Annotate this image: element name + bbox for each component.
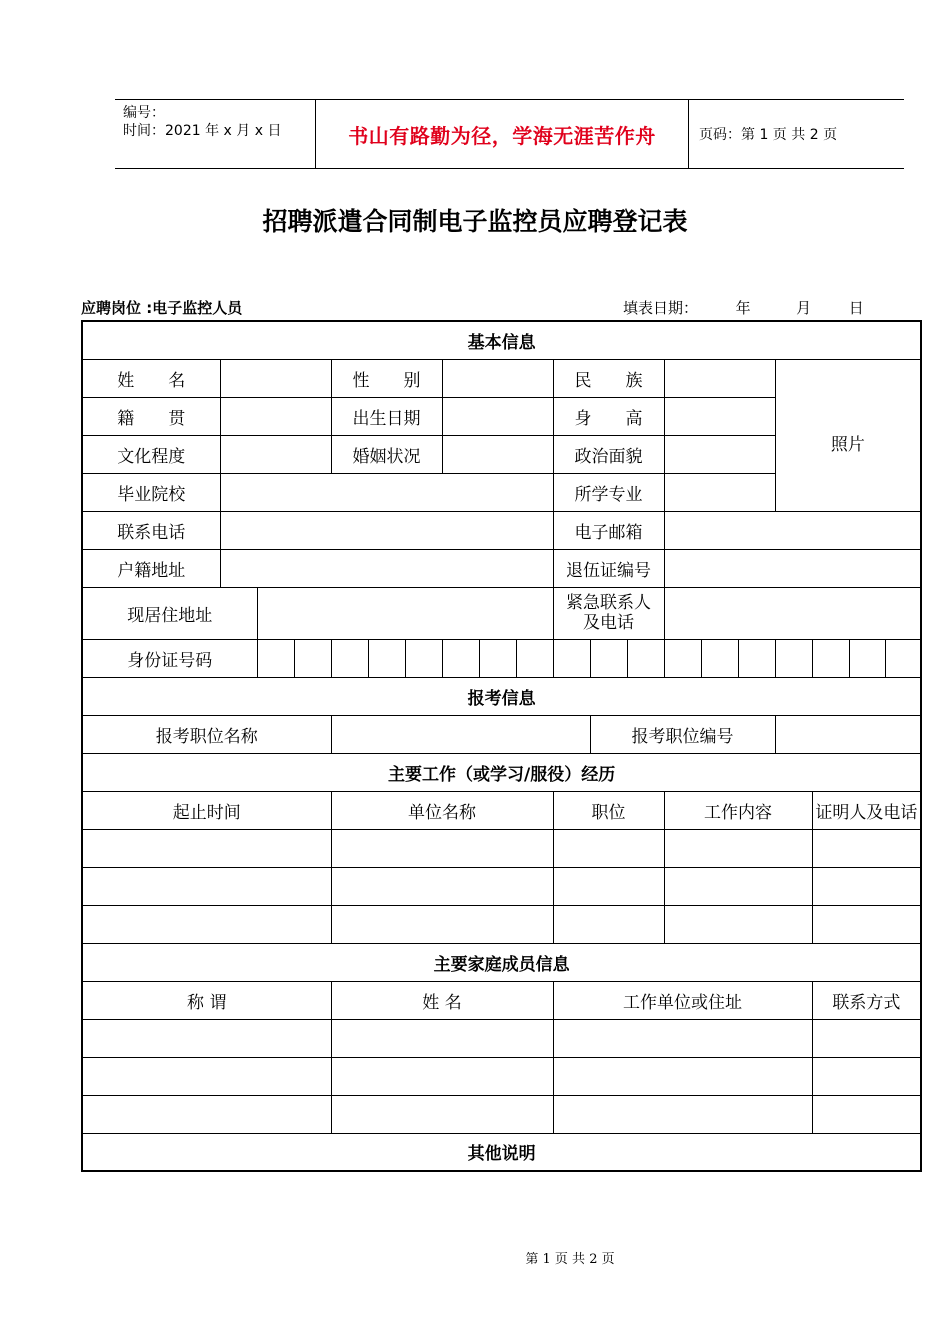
family-header-contact: 联系方式 bbox=[812, 981, 921, 1019]
work-header-employer: 单位名称 bbox=[331, 791, 553, 829]
work-cell[interactable] bbox=[664, 829, 812, 867]
work-header-duties: 工作内容 bbox=[664, 791, 812, 829]
field-birth-date[interactable] bbox=[442, 397, 553, 435]
page-footer: 第 1 页 共 2 页 bbox=[525, 1252, 615, 1267]
field-name[interactable] bbox=[220, 359, 331, 397]
id-digit-cell[interactable] bbox=[257, 639, 294, 677]
id-digit-cell[interactable] bbox=[885, 639, 921, 677]
work-cell[interactable] bbox=[82, 829, 331, 867]
section-apply-info: 报考信息 bbox=[82, 677, 921, 715]
family-cell[interactable] bbox=[553, 1057, 812, 1095]
id-digit-cell[interactable] bbox=[590, 639, 627, 677]
field-emergency-contact[interactable] bbox=[664, 587, 921, 639]
label-school: 毕业院校 bbox=[82, 473, 220, 511]
label-phone: 联系电话 bbox=[82, 511, 220, 549]
id-digit-cell[interactable] bbox=[294, 639, 331, 677]
field-native-place[interactable] bbox=[220, 397, 331, 435]
family-cell[interactable] bbox=[331, 1095, 553, 1133]
time-label: 时间：2021 年 x 月 x 日 bbox=[123, 123, 282, 139]
label-height: 身 高 bbox=[553, 397, 664, 435]
work-cell[interactable] bbox=[82, 867, 331, 905]
table-row bbox=[82, 1095, 921, 1133]
field-email[interactable] bbox=[664, 511, 921, 549]
family-header-workplace: 工作单位或住址 bbox=[553, 981, 812, 1019]
id-digit-cell[interactable] bbox=[627, 639, 664, 677]
work-cell[interactable] bbox=[331, 905, 553, 943]
family-cell[interactable] bbox=[82, 1019, 331, 1057]
table-row bbox=[82, 1057, 921, 1095]
label-native-place: 籍 贯 bbox=[82, 397, 220, 435]
field-address[interactable] bbox=[257, 587, 553, 639]
registration-form-table bbox=[81, 320, 922, 1172]
label-gender: 性 别 bbox=[331, 359, 442, 397]
label-major: 所学专业 bbox=[553, 473, 664, 511]
section-basic-info: 基本信息 bbox=[82, 321, 921, 359]
table-row bbox=[82, 829, 921, 867]
document-header bbox=[115, 99, 904, 169]
work-header-reference: 证明人及电话 bbox=[812, 791, 921, 829]
day-label: 日 bbox=[848, 299, 864, 317]
work-cell[interactable] bbox=[664, 867, 812, 905]
id-digit-cell[interactable] bbox=[849, 639, 885, 677]
field-job-code[interactable] bbox=[775, 715, 921, 753]
family-cell[interactable] bbox=[553, 1095, 812, 1133]
section-other-notes: 其他说明 bbox=[82, 1133, 921, 1171]
label-job-code: 报考职位编号 bbox=[590, 715, 775, 753]
number-label: 编号： bbox=[123, 105, 165, 121]
work-cell[interactable] bbox=[331, 829, 553, 867]
section-work-history: 主要工作（或学习/服役）经历 bbox=[82, 753, 921, 791]
work-cell[interactable] bbox=[553, 905, 664, 943]
id-digit-cell[interactable] bbox=[664, 639, 701, 677]
table-row bbox=[82, 1019, 921, 1057]
label-job-name: 报考职位名称 bbox=[82, 715, 331, 753]
family-cell[interactable] bbox=[82, 1057, 331, 1095]
id-digit-cell[interactable] bbox=[738, 639, 775, 677]
work-cell[interactable] bbox=[812, 829, 921, 867]
id-digit-cell[interactable] bbox=[516, 639, 553, 677]
family-cell[interactable] bbox=[812, 1019, 921, 1057]
label-marital: 婚姻状况 bbox=[331, 435, 442, 473]
label-education: 文化程度 bbox=[82, 435, 220, 473]
year-label: 年 bbox=[735, 299, 751, 317]
work-cell[interactable] bbox=[812, 867, 921, 905]
month-label: 月 bbox=[796, 299, 812, 317]
header-motto-cell bbox=[315, 100, 689, 168]
field-household[interactable] bbox=[220, 549, 553, 587]
id-digit-cell[interactable] bbox=[331, 639, 368, 677]
field-ethnicity[interactable] bbox=[664, 359, 775, 397]
family-cell[interactable] bbox=[553, 1019, 812, 1057]
work-cell[interactable] bbox=[553, 867, 664, 905]
field-major[interactable] bbox=[664, 473, 775, 511]
work-cell[interactable] bbox=[664, 905, 812, 943]
work-cell[interactable] bbox=[812, 905, 921, 943]
emergency-line1: 紧急联系人 bbox=[566, 593, 651, 613]
table-row bbox=[82, 867, 921, 905]
label-id-number: 身份证号码 bbox=[82, 639, 257, 677]
label-email: 电子邮箱 bbox=[553, 511, 664, 549]
page-info: 页码：第 1 页 共 2 页 bbox=[699, 127, 838, 143]
label-name: 姓 名 bbox=[82, 359, 220, 397]
field-job-name[interactable] bbox=[331, 715, 590, 753]
section-family-info: 主要家庭成员信息 bbox=[82, 943, 921, 981]
field-marital[interactable] bbox=[442, 435, 553, 473]
emergency-line2: 及电话 bbox=[583, 613, 634, 633]
motto-text: 书山有路勤为径，学海无涯苦作舟 bbox=[348, 123, 656, 148]
document-title: 招聘派遣合同制电子监控员应聘登记表 bbox=[262, 207, 688, 236]
field-political[interactable] bbox=[664, 435, 775, 473]
id-digit-cell[interactable] bbox=[442, 639, 479, 677]
position-applied: 应聘岗位 :电子监控人员 bbox=[81, 299, 243, 317]
family-cell[interactable] bbox=[331, 1057, 553, 1095]
field-education[interactable] bbox=[220, 435, 331, 473]
id-digit-cell[interactable] bbox=[479, 639, 516, 677]
field-height[interactable] bbox=[664, 397, 775, 435]
label-ethnicity: 民 族 bbox=[553, 359, 664, 397]
field-veteran-no[interactable] bbox=[664, 549, 921, 587]
work-cell[interactable] bbox=[553, 829, 664, 867]
family-header-name: 姓 名 bbox=[331, 981, 553, 1019]
table-row bbox=[82, 905, 921, 943]
label-address: 现居住地址 bbox=[82, 587, 257, 639]
header-meta bbox=[115, 100, 315, 168]
label-birth-date: 出生日期 bbox=[331, 397, 442, 435]
fill-date-label: 填表日期： bbox=[623, 299, 699, 317]
family-cell[interactable] bbox=[812, 1057, 921, 1095]
id-digit-cell[interactable] bbox=[812, 639, 849, 677]
photo-box[interactable]: 照片 bbox=[775, 359, 921, 511]
field-phone[interactable] bbox=[220, 511, 553, 549]
work-header-period: 起止时间 bbox=[82, 791, 331, 829]
label-veteran-no: 退伍证编号 bbox=[553, 549, 664, 587]
family-cell[interactable] bbox=[812, 1095, 921, 1133]
family-header-relation: 称 谓 bbox=[82, 981, 331, 1019]
fill-date bbox=[623, 297, 864, 318]
label-emergency-contact bbox=[553, 587, 664, 639]
id-digit-cell[interactable] bbox=[405, 639, 442, 677]
id-digit-cell[interactable] bbox=[553, 639, 590, 677]
work-cell[interactable] bbox=[331, 867, 553, 905]
id-digit-cell[interactable] bbox=[368, 639, 405, 677]
label-household: 户籍地址 bbox=[82, 549, 220, 587]
family-cell[interactable] bbox=[82, 1095, 331, 1133]
work-cell[interactable] bbox=[82, 905, 331, 943]
id-digit-cell[interactable] bbox=[775, 639, 812, 677]
work-header-position: 职位 bbox=[553, 791, 664, 829]
family-cell[interactable] bbox=[331, 1019, 553, 1057]
label-political: 政治面貌 bbox=[553, 435, 664, 473]
id-digit-cell[interactable] bbox=[701, 639, 738, 677]
field-gender[interactable] bbox=[442, 359, 553, 397]
field-school[interactable] bbox=[220, 473, 553, 511]
